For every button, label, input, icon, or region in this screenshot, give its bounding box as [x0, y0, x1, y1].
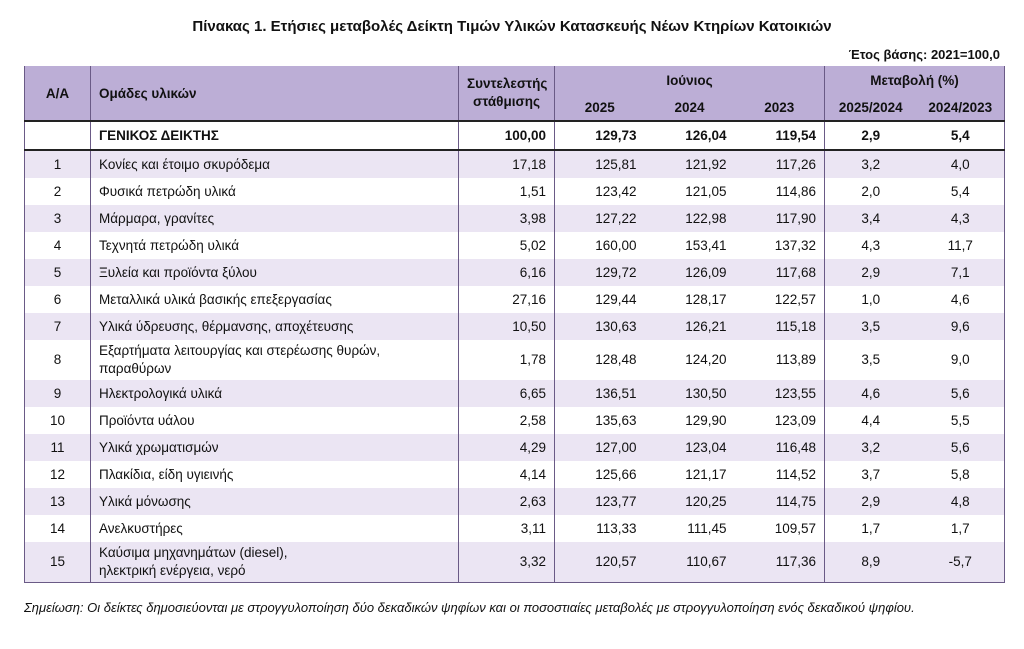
- row-change-2025-2024: 2,9: [825, 488, 917, 515]
- row-name: Υλικά ύδρευσης, θέρμανσης, αποχέτευσης: [91, 313, 459, 340]
- row-2024: 121,05: [645, 178, 735, 205]
- table-row: [25, 434, 1005, 461]
- row-change-2024-2023: 4,8: [917, 488, 1005, 515]
- row-2025: 123,42: [555, 178, 645, 205]
- row-2024: 128,17: [645, 286, 735, 313]
- row-2023: 114,52: [735, 461, 825, 488]
- row-2023: 109,57: [735, 515, 825, 542]
- row-name: Μεταλλικά υλικά βασικής επεξεργασίας: [91, 286, 459, 313]
- row-weight: 2,58: [459, 407, 555, 434]
- row-2023: 123,09: [735, 407, 825, 434]
- row-2024: 120,25: [645, 488, 735, 515]
- row-change-2025-2024: 1,7: [825, 515, 917, 542]
- row-change-2025-2024: 4,6: [825, 380, 917, 407]
- table-row: [25, 515, 1005, 542]
- row-change-2024-2023: 4,0: [917, 150, 1005, 178]
- row-change-2025-2024: 3,5: [825, 313, 917, 340]
- row-weight: 17,18: [459, 150, 555, 178]
- row-name: Πλακίδια, είδη υγιεινής: [91, 461, 459, 488]
- row-2023: 123,55: [735, 380, 825, 407]
- table-row: [25, 259, 1005, 286]
- row-name: Προϊόντα υάλου: [91, 407, 459, 434]
- table-row: [25, 313, 1005, 340]
- row-2025: 120,57: [555, 542, 645, 583]
- row-aa: 9: [25, 380, 91, 407]
- row-weight: 5,02: [459, 232, 555, 259]
- table-row: [25, 407, 1005, 434]
- row-change-2024-2023: 5,5: [917, 407, 1005, 434]
- row-aa: 14: [25, 515, 91, 542]
- row-aa: 13: [25, 488, 91, 515]
- row-change-2024-2023: 4,3: [917, 205, 1005, 232]
- row-change-2025-2024: 2,0: [825, 178, 917, 205]
- row-change-2024-2023: 5,6: [917, 434, 1005, 461]
- row-change-2024-2023: 5,6: [917, 380, 1005, 407]
- row-change-2024-2023: 9,6: [917, 313, 1005, 340]
- row-aa: 10: [25, 407, 91, 434]
- row-2025: 136,51: [555, 380, 645, 407]
- row-weight: 27,16: [459, 286, 555, 313]
- row-2023: 114,86: [735, 178, 825, 205]
- table-row: [25, 542, 1005, 583]
- row-2023: 117,68: [735, 259, 825, 286]
- row-weight: 3,98: [459, 205, 555, 232]
- header-year-2023: 2023: [735, 94, 825, 121]
- table-row: [25, 205, 1005, 232]
- base-year-note: Έτος βάσης: 2021=100,0: [848, 47, 1000, 62]
- row-2025: 127,00: [555, 434, 645, 461]
- row-2025: 160,00: [555, 232, 645, 259]
- row-weight: 4,29: [459, 434, 555, 461]
- header-june: Ιούνιος: [555, 66, 825, 94]
- header-change: Μεταβολή (%): [825, 66, 1005, 94]
- table-row: [25, 488, 1005, 515]
- row-2023: 122,57: [735, 286, 825, 313]
- row-weight: 3,11: [459, 515, 555, 542]
- total-weight: 100,00: [459, 121, 555, 150]
- row-weight: 1,78: [459, 340, 555, 380]
- row-2023: 114,75: [735, 488, 825, 515]
- total-change-2025-2024: 2,9: [825, 121, 917, 150]
- table-row: [25, 150, 1005, 178]
- row-aa: 12: [25, 461, 91, 488]
- row-aa: 4: [25, 232, 91, 259]
- row-2023: 113,89: [735, 340, 825, 380]
- row-name: Κονίες και έτοιμο σκυρόδεμα: [91, 150, 459, 178]
- header-change-2025-2024: 2025/2024: [825, 94, 917, 121]
- row-name: Φυσικά πετρώδη υλικά: [91, 178, 459, 205]
- row-2025: 125,81: [555, 150, 645, 178]
- row-2025: 123,77: [555, 488, 645, 515]
- header-change-2024-2023: 2024/2023: [917, 94, 1005, 121]
- row-2024: 130,50: [645, 380, 735, 407]
- row-aa: 1: [25, 150, 91, 178]
- total-row: [25, 121, 1005, 150]
- row-weight: 6,16: [459, 259, 555, 286]
- row-2023: 117,90: [735, 205, 825, 232]
- row-aa: 11: [25, 434, 91, 461]
- row-weight: 10,50: [459, 313, 555, 340]
- row-2025: 130,63: [555, 313, 645, 340]
- row-change-2024-2023: 5,8: [917, 461, 1005, 488]
- row-name: Ηλεκτρολογικά υλικά: [91, 380, 459, 407]
- row-2023: 116,48: [735, 434, 825, 461]
- header-aa: Α/Α: [25, 66, 91, 121]
- total-change-2024-2023: 5,4: [917, 121, 1005, 150]
- row-aa: 15: [25, 542, 91, 583]
- row-change-2024-2023: 1,7: [917, 515, 1005, 542]
- row-name: Ανελκυστήρες: [91, 515, 459, 542]
- row-name: [91, 340, 459, 380]
- row-2024: 123,04: [645, 434, 735, 461]
- row-2025: 129,44: [555, 286, 645, 313]
- row-change-2024-2023: 5,4: [917, 178, 1005, 205]
- row-change-2025-2024: 8,9: [825, 542, 917, 583]
- row-change-2025-2024: 4,4: [825, 407, 917, 434]
- table-row: [25, 340, 1005, 380]
- row-2024: 110,67: [645, 542, 735, 583]
- header-weight: Συντελεστής στάθμισης: [459, 66, 555, 121]
- row-2024: 129,90: [645, 407, 735, 434]
- row-change-2025-2024: 3,7: [825, 461, 917, 488]
- row-2023: 137,32: [735, 232, 825, 259]
- row-weight: 1,51: [459, 178, 555, 205]
- row-name: [91, 542, 459, 583]
- row-2024: 153,41: [645, 232, 735, 259]
- row-2023: 117,36: [735, 542, 825, 583]
- table-row: [25, 178, 1005, 205]
- row-change-2024-2023: 9,0: [917, 340, 1005, 380]
- row-2023: 115,18: [735, 313, 825, 340]
- row-weight: 2,63: [459, 488, 555, 515]
- row-change-2024-2023: 4,6: [917, 286, 1005, 313]
- price-index-table: [24, 66, 1005, 583]
- row-name: Τεχνητά πετρώδη υλικά: [91, 232, 459, 259]
- row-2024: 126,21: [645, 313, 735, 340]
- row-aa: 7: [25, 313, 91, 340]
- row-name-line1: Καύσιμα μηχανημάτων (diesel),: [99, 545, 288, 560]
- row-change-2025-2024: 2,9: [825, 259, 917, 286]
- header-year-2024: 2024: [645, 94, 735, 121]
- row-2024: 121,17: [645, 461, 735, 488]
- row-name: Υλικά μόνωσης: [91, 488, 459, 515]
- total-2024: 126,04: [645, 121, 735, 150]
- row-2024: 124,20: [645, 340, 735, 380]
- row-aa: 2: [25, 178, 91, 205]
- total-2025: 129,73: [555, 121, 645, 150]
- row-change-2025-2024: 3,2: [825, 150, 917, 178]
- total-2023: 119,54: [735, 121, 825, 150]
- row-change-2024-2023: 11,7: [917, 232, 1005, 259]
- row-aa: 5: [25, 259, 91, 286]
- row-name-line2: ηλεκτρική ενέργεια, νερό: [99, 563, 246, 578]
- row-change-2024-2023: 7,1: [917, 259, 1005, 286]
- row-2025: 129,72: [555, 259, 645, 286]
- table-row: [25, 232, 1005, 259]
- row-weight: 6,65: [459, 380, 555, 407]
- row-weight: 3,32: [459, 542, 555, 583]
- row-2025: 127,22: [555, 205, 645, 232]
- row-2025: 125,66: [555, 461, 645, 488]
- table-row: [25, 286, 1005, 313]
- row-change-2025-2024: 3,2: [825, 434, 917, 461]
- row-name: Μάρμαρα, γρανίτες: [91, 205, 459, 232]
- row-aa: 8: [25, 340, 91, 380]
- row-2025: 128,48: [555, 340, 645, 380]
- row-2025: 135,63: [555, 407, 645, 434]
- row-name-line2: παραθύρων: [99, 361, 172, 376]
- row-change-2025-2024: 4,3: [825, 232, 917, 259]
- table-row: [25, 380, 1005, 407]
- footnote: Σημείωση: Οι δείκτες δημοσιεύονται με στρογγυλοποίηση δύο δεκαδικών ψηφίων και οι ποσοστιαίες μεταβολές με στρογγυλοποίηση ενός δεκαδικού ψηφίου.: [24, 600, 915, 615]
- table-title: Πίνακας 1. Ετήσιες μεταβολές Δείκτη Τιμών Υλικών Κατασκευής Νέων Κτηρίων Κατοικιών: [192, 18, 832, 35]
- total-aa: [25, 121, 91, 150]
- header-groups: Ομάδες υλικών: [91, 66, 459, 121]
- row-change-2025-2024: 3,4: [825, 205, 917, 232]
- row-name-line1: Εξαρτήματα λειτουργίας και στερέωσης θυρών,: [99, 343, 381, 358]
- row-change-2025-2024: 3,5: [825, 340, 917, 380]
- row-2024: 122,98: [645, 205, 735, 232]
- header-year-2025: 2025: [555, 94, 645, 121]
- row-weight: 4,14: [459, 461, 555, 488]
- row-name: Υλικά χρωματισμών: [91, 434, 459, 461]
- row-2024: 111,45: [645, 515, 735, 542]
- row-change-2024-2023: -5,7: [917, 542, 1005, 583]
- row-2024: 126,09: [645, 259, 735, 286]
- row-name: Ξυλεία και προϊόντα ξύλου: [91, 259, 459, 286]
- row-2023: 117,26: [735, 150, 825, 178]
- table-row: [25, 461, 1005, 488]
- row-aa: 6: [25, 286, 91, 313]
- total-name: ΓΕΝΙΚΟΣ ΔΕΙΚΤΗΣ: [91, 121, 459, 150]
- row-2025: 113,33: [555, 515, 645, 542]
- row-2024: 121,92: [645, 150, 735, 178]
- row-change-2025-2024: 1,0: [825, 286, 917, 313]
- row-aa: 3: [25, 205, 91, 232]
